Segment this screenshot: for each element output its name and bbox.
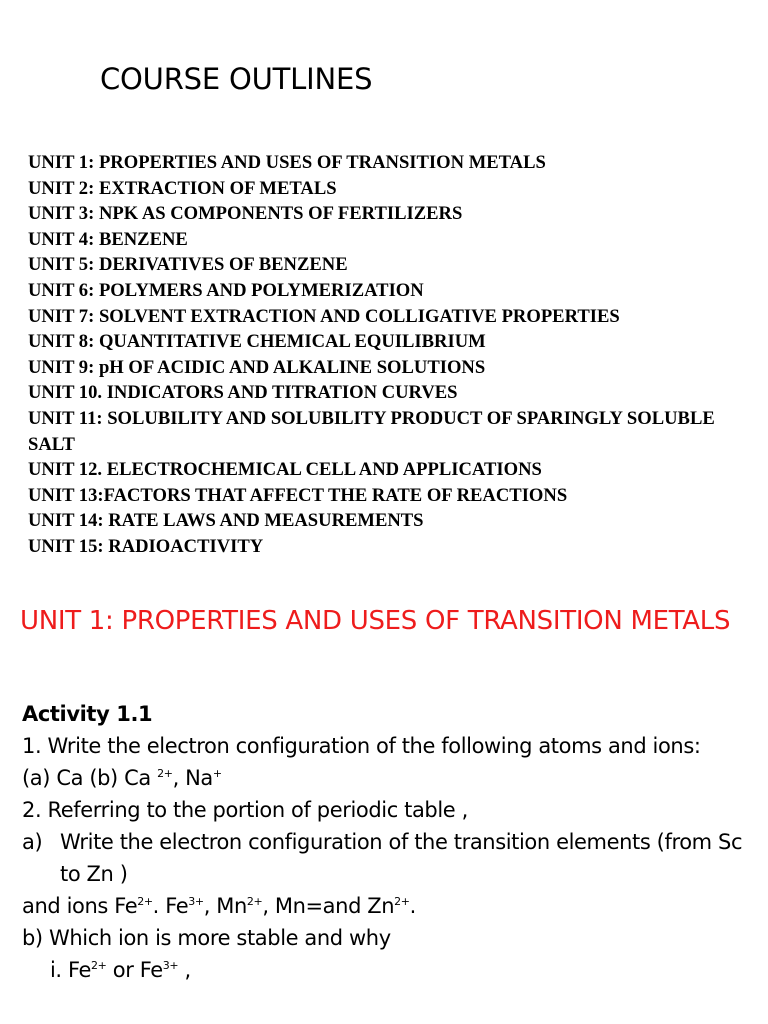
outline-item: UNIT 11: SOLUBILITY AND SOLUBILITY PRODUCT OF SPARINGLY SOLUBLE SALT xyxy=(28,407,715,455)
q2a-text: Write the electron configuration of the transition elements (from Sc to Zn ) xyxy=(60,830,743,886)
outline-item: UNIT 14: RATE LAWS AND MEASUREMENTS xyxy=(28,510,424,532)
course-outline-list xyxy=(28,150,758,560)
ions-text-1: . Fe xyxy=(152,894,189,918)
outline-item: UNIT 5: DERIVATIVES OF BENZENE xyxy=(28,254,348,276)
activity-title: Activity 1.1 xyxy=(22,702,153,726)
activity-body xyxy=(22,698,762,986)
outline-item: UNIT 12. ELECTROCHEMICAL CELL AND APPLICATIONS xyxy=(28,459,542,481)
ions-prefix: and ions Fe xyxy=(22,894,138,918)
question-2b: b) Which ion is more stable and why xyxy=(22,926,391,950)
question-1: 1. Write the electron configuration of the following atoms and ions: xyxy=(22,734,701,758)
page-title: COURSE OUTLINES xyxy=(100,62,373,96)
ions-charge-2: 3+ xyxy=(188,895,204,908)
question-2b-i xyxy=(22,954,762,986)
q1-a-charge-ca: 2+ xyxy=(157,767,173,780)
ions-text-3: , Mn=and Zn xyxy=(262,894,395,918)
section-heading: UNIT 1: PROPERTIES AND USES OF TRANSITION METALS xyxy=(20,606,731,636)
q1-a-charge-na: + xyxy=(212,767,222,780)
question-1-items xyxy=(22,762,762,794)
q1-a-prefix: (a) Ca (b) Ca xyxy=(22,766,158,790)
outline-item: UNIT 1: PROPERTIES AND USES OF TRANSITION METALS xyxy=(28,152,546,173)
outline-item: UNIT 9: pH OF ACIDIC AND ALKALINE SOLUTIONS xyxy=(28,356,486,378)
q2b-i-end: , xyxy=(178,958,191,982)
question-2a xyxy=(22,826,762,890)
outline-item: UNIT 10. INDICATORS AND TITRATION CURVES xyxy=(28,382,458,404)
outline-item: UNIT 6: POLYMERS AND POLYMERIZATION xyxy=(28,279,424,301)
ions-text-4: . xyxy=(409,894,416,918)
outline-item: UNIT 8: QUANTITATIVE CHEMICAL EQUILIBRIUM xyxy=(28,331,486,353)
outline-item: UNIT 15: RADIOACTIVITY xyxy=(28,535,264,557)
q2b-i-prefix: i. Fe xyxy=(50,958,92,982)
ions-charge-4: 2+ xyxy=(394,895,410,908)
outline-item: UNIT 3: NPK AS COMPONENTS OF FERTILIZERS xyxy=(28,203,463,225)
outline-item: UNIT 2: EXTRACTION OF METALS xyxy=(28,177,337,199)
q2a-mark: a) xyxy=(22,830,43,854)
q2b-i-mid: or Fe xyxy=(106,958,163,982)
ions-charge-1: 2+ xyxy=(137,895,153,908)
q2b-i-charge-2: 3+ xyxy=(162,959,179,972)
q2b-i-charge-1: 2+ xyxy=(91,959,107,972)
ions-text-2: , Mn xyxy=(203,894,247,918)
outline-item: UNIT 7: SOLVENT EXTRACTION AND COLLIGATIVE PROPERTIES xyxy=(28,305,620,327)
ions-line xyxy=(22,890,762,922)
outline-item: UNIT 4: BENZENE xyxy=(28,228,188,250)
q1-a-mid: , Na xyxy=(172,766,213,790)
question-2: 2. Referring to the portion of periodic table , xyxy=(22,798,468,822)
ions-charge-3: 2+ xyxy=(246,895,263,908)
outline-item: UNIT 13:FACTORS THAT AFFECT THE RATE OF REACTIONS xyxy=(28,484,568,506)
